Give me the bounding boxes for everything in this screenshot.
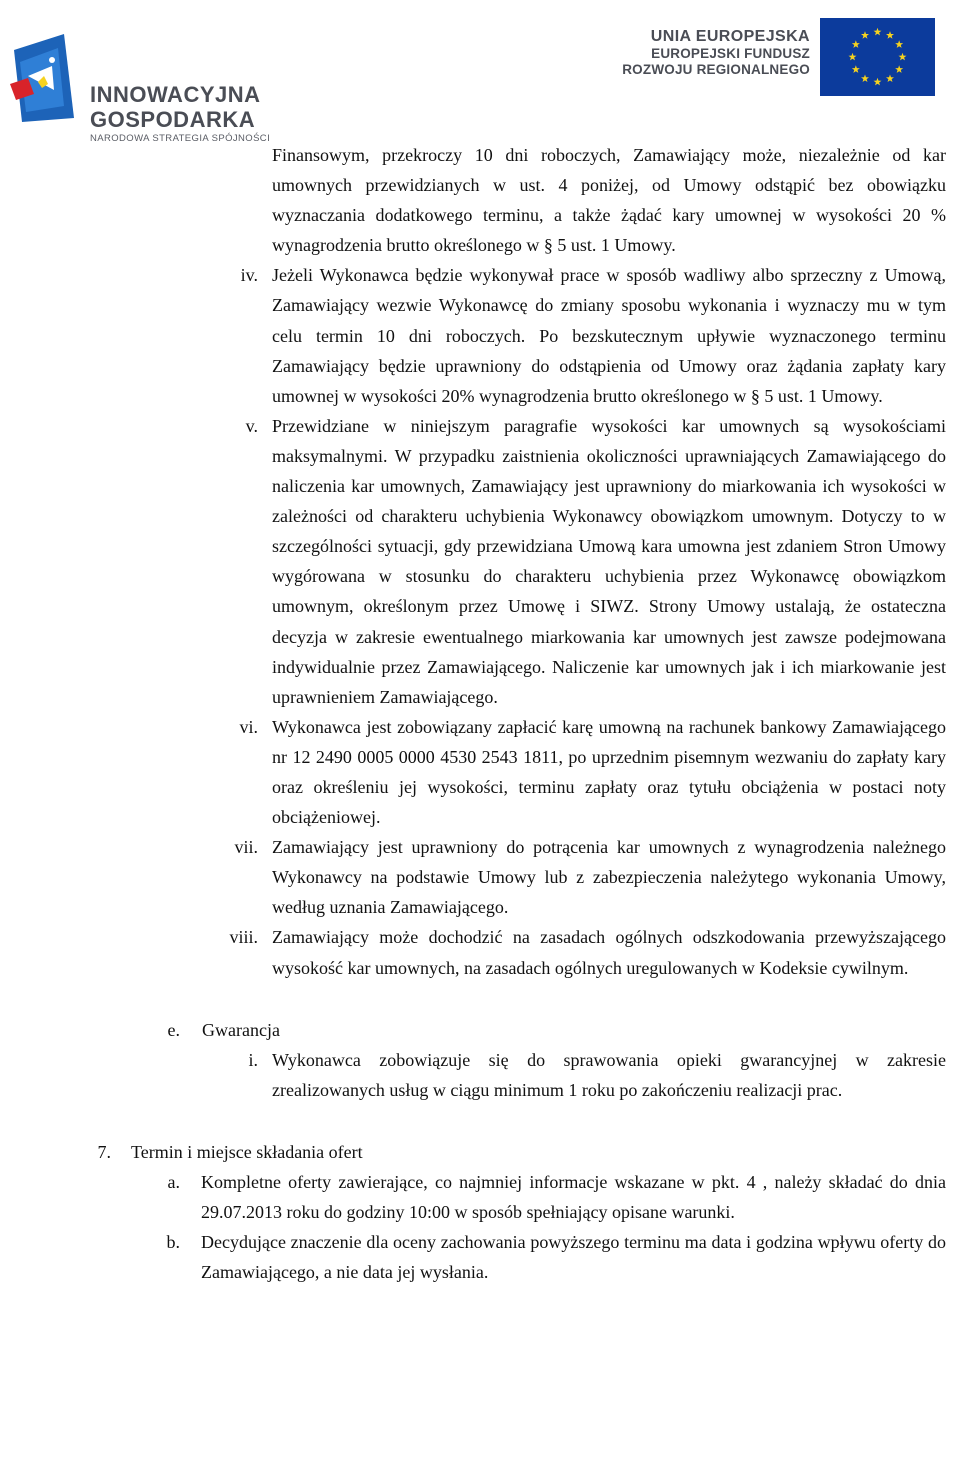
offer-item xyxy=(167,1167,946,1227)
section-e-items xyxy=(0,1045,960,1105)
item-text: Wykonawca jest zobowiązany zapłacić karę umowną na rachunek bankowy Zamawiającego nr 12 2490 0005 0000 4530 2543 1811, po uprzednim pisemnym wezwaniu do zapłaty kary oraz określeniu jej wysokości, terminu zapłaty oraz tytułu obciążenia w postaci noty obciążeniowej. xyxy=(272,716,946,828)
page-header xyxy=(0,0,960,144)
item-text: Zamawiający jest uprawniony do potrącenia kar umownych z wynagrodzenia należnego Wykonawcy na podstawie Umowy lub z zabezpieczenia należytego wykonania Umowy, według uznania Zamawiającego. xyxy=(272,837,946,918)
item-text: Przewidziane w niniejszym paragrafie wysokości kar umownych są wysokościami maksymalnymi. W przypadku zaistnienia okoliczności uprawniających Zamawiającego do naliczenia kar umownych, Zamawiający jest uprawniony do miarkowania ich wysokości w zależności od charakteru uchybienia Wykonawcy obowiązkom umownym. Dotyczy to w szczególności sytuacji, gdy przewidziana Umową kara umowna jest zdaniem Stron Umowy wygórowana w stosunku do charakteru uchybienia przez Wykonawcę obowiązkom umownym, określonym przez Umowę i SIWZ. Strony Umowy ustalają, że ostateczna decyzja w zakresie ewentualnego miarkowania kar umownych jest zawsze podejmowana indywidualnie przez Zamawiającego. Naliczenie kar umownych jak i ich miarkowanie jest uprawnieniem Zamawiającego. xyxy=(272,415,946,707)
eu-line-2: EUROPEJSKI FUNDUSZ xyxy=(651,46,810,62)
logo-line-2: GOSPODARKA xyxy=(90,107,256,132)
section-title: Termin i miejsce składania ofert xyxy=(131,1141,363,1162)
item-number: viii. xyxy=(229,927,258,948)
item-text: Decydujące znaczenie dla oceny zachowania powyższego terminu ma data i godzina wpływu oferty do Zamawiającego, a nie data jej wysłania. xyxy=(201,1232,946,1283)
section-e-heading xyxy=(167,1015,946,1045)
item-text: Kompletne oferty zawierające, co najmniej informacje wskazane w pkt. 4 , należy składać do dnia 29.07.2013 roku do godziny 10:00 w sposób spełniający opisane warunki. xyxy=(201,1172,946,1223)
paragraph-text: Finansowym, przekroczy 10 dni roboczych, Zamawiający może, niezależnie od kar umownych przewidzianych w ust. 4 poniżej, od Umowy odstąpić bez obowiązku wyznaczania dodatkowego terminu, a także żądać kary umownej w wysokości 20 % wynagrodzenia brutto określonego w § 5 ust. 1 Umowy. xyxy=(272,145,946,256)
section-number: 7. xyxy=(97,1141,111,1162)
penalty-item xyxy=(234,832,946,922)
item-number: vii. xyxy=(234,837,258,858)
penalty-item xyxy=(229,922,946,982)
item-number: vi. xyxy=(239,716,258,737)
document-body xyxy=(0,140,960,1287)
eu-line-1: UNIA EUROPEJSKA xyxy=(650,28,810,45)
eu-logo-text xyxy=(622,28,810,77)
item-text: Jeżeli Wykonawca będzie wykonywał prace w sposób wadliwy albo sprzeczny z Umową, Zamawiający wezwie Wykonawcę do zmiany sposobu wykonania i wyznaczy mu w tym celu termin 10 dni roboczych. Po bezskutecznym upływie wyznaczonego terminu Zamawiający będzie uprawniony do odstąpienia od Umowy oraz żądania zapłaty kary umownej w wysokości 20% wynagrodzenia brutto określonego w § 5 ust. 1 Umowy. xyxy=(272,265,946,406)
penalty-item xyxy=(245,411,946,712)
eu-line-3: ROZWOJU REGIONALNEGO xyxy=(622,61,810,77)
innowacyjna-gospodarka-logo xyxy=(8,32,308,144)
continuation-paragraph xyxy=(272,140,946,260)
item-number: v. xyxy=(245,415,258,436)
item-number: a. xyxy=(167,1172,180,1192)
section-title: Gwarancja xyxy=(202,1019,280,1040)
logo-line-3: NARODOWA STRATEGIA SPÓJNOŚCI xyxy=(90,133,271,144)
section-number: e. xyxy=(167,1019,180,1040)
section-7-heading xyxy=(97,1137,946,1167)
offer-item xyxy=(166,1227,946,1287)
penalty-item xyxy=(240,260,946,410)
logo-line-1: INNOWACYJNA xyxy=(90,82,261,107)
item-text: Wykonawca zobowiązuje się do sprawowania opieki gwarancyjnej w zakresie zrealizowanych usług w ciągu minimum 1 roku po zakończeniu realizacji prac. xyxy=(272,1049,946,1100)
item-number: iv. xyxy=(240,265,258,286)
penalty-item xyxy=(239,712,946,832)
logo-emblem-icon xyxy=(8,32,88,124)
section-7-items xyxy=(0,1167,960,1287)
item-text: Zamawiający może dochodzić na zasadach ogólnych odszkodowania przewyższającego wysokość kar umownych, na zasadach ogólnych uregulowanych w Kodeksie cywilnym. xyxy=(272,927,946,978)
penalty-items-list xyxy=(0,260,960,982)
guarantee-item xyxy=(248,1045,946,1105)
item-number: i. xyxy=(248,1049,258,1070)
item-number: b. xyxy=(166,1232,180,1253)
eu-flag-icon xyxy=(820,18,935,96)
